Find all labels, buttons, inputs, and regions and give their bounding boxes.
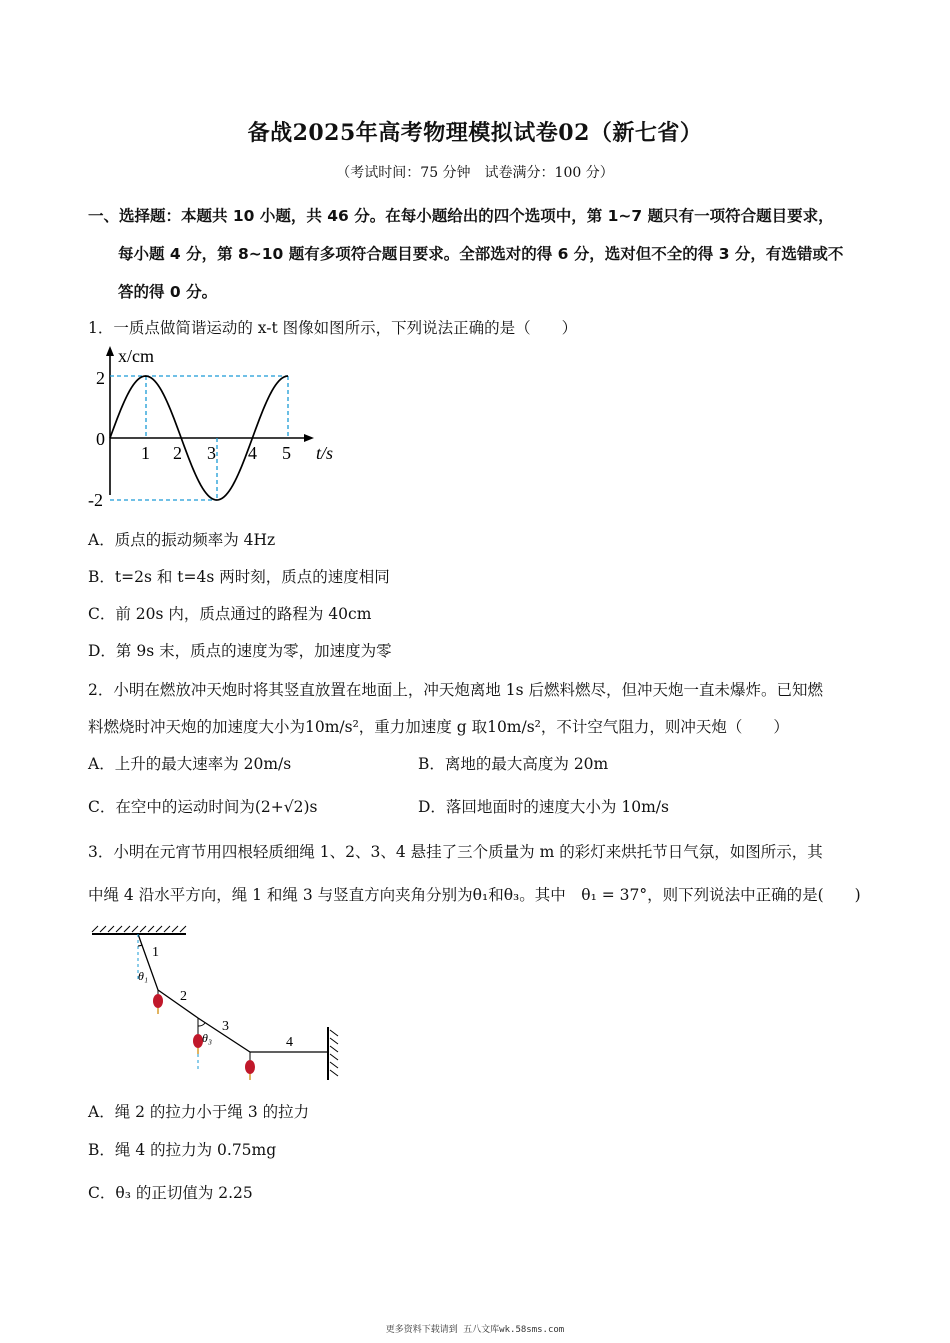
q2-stem-line1: 2．小明在燃放冲天炮时将其竖直放置在地面上，冲天炮离地 1s 后燃料燃尽，但冲天炮一直未爆炸。已知燃	[88, 681, 824, 699]
lantern-1	[153, 990, 163, 1014]
q1-option-d: D．第 9s 末，质点的速度为零，加速度为零	[88, 642, 392, 660]
theta3-arc	[198, 1023, 205, 1026]
q1-option-c: C．前 20s 内，质点通过的路程为 40cm	[88, 605, 372, 623]
section-heading-line3: 答的得 0 分。	[118, 283, 218, 301]
q3-option-a: A．绳 2 的拉力小于绳 3 的拉力	[88, 1103, 310, 1121]
y-axis-label: x/cm	[118, 346, 154, 366]
y-tick-bottom: -2	[88, 490, 103, 510]
x-tick-4: 4	[248, 443, 257, 463]
x-tick-1: 1	[141, 443, 150, 463]
ropes	[138, 934, 328, 1052]
y-axis-arrow	[106, 346, 114, 356]
x-axis-arrow	[304, 434, 314, 442]
section-heading-line1: 一、选择题：本题共 10 小题，共 46 分。在每小题给出的四个选项中，第 1~7 题只有一项符合题目要求，	[88, 207, 834, 225]
q3-option-c: C．θ₃ 的正切值为 2.25	[88, 1184, 253, 1202]
y-tick-zero: 0	[96, 429, 105, 449]
section-heading-line2: 每小题 4 分，第 8~10 题有多项符合题目要求。全部选对的得 6 分，选对但不全的得 3 分，有选错或不	[118, 245, 844, 263]
q3-stem-line1: 3．小明在元宵节用四根轻质细绳 1、2、3、4 悬挂了三个质量为 m 的彩灯来烘托节日气氛，如图所示，其	[88, 843, 823, 861]
x-axis-label: t/s	[316, 443, 334, 463]
q1-stem: 1．一质点做简谐运动的 x-t 图像如图所示，下列说法正确的是（ ）	[88, 319, 578, 337]
exam-info: （考试时间：75 分钟 试卷满分：100 分）	[336, 165, 614, 181]
q2-option-d: D．落回地面时的速度大小为 10m/s	[418, 798, 669, 816]
y-tick-top: 2	[96, 368, 105, 388]
q2-option-b: B．离地的最大高度为 20m	[418, 755, 609, 773]
lantern-3	[245, 1052, 255, 1080]
x-tick-5: 5	[282, 443, 291, 463]
q3-stem-line2: 中绳 4 沿水平方向，绳 1 和绳 3 与竖直方向夹角分别为θ₁和θ₃。其中 θ₁ = 37°，则下列说法中正确的是( )	[88, 886, 861, 904]
q3-option-b: B．绳 4 的拉力为 0.75mg	[88, 1141, 277, 1159]
q3-lantern-figure	[86, 922, 356, 1087]
q2-option-c: C．在空中的运动时间为(2+√2)s	[88, 798, 318, 816]
ceiling	[92, 926, 186, 934]
page-footer: 更多资料下载请到 五八文库wk.58sms.com	[385, 1325, 565, 1335]
q2-stem-line2: 料燃烧时冲天炮的加速度大小为10m/s²，重力加速度 g 取10m/s²，不计空气阻力，则冲天炮（ ）	[88, 718, 789, 736]
theta1-arc	[138, 945, 142, 946]
vertical-references	[138, 934, 198, 1070]
rope-label-3: 3	[222, 1019, 229, 1034]
rope-label-2: 2	[180, 989, 187, 1004]
rope-label-1: 1	[152, 945, 159, 960]
page-title: 备战2025年高考物理模拟试卷02（新七省）	[247, 120, 703, 146]
theta1-label: θ₁	[138, 969, 149, 983]
q1-option-a: A．质点的振动频率为 4Hz	[88, 531, 276, 549]
x-tick-2: 2	[173, 443, 182, 463]
wall	[328, 1027, 338, 1080]
q1-xt-graph	[86, 342, 346, 512]
rope-label-4: 4	[286, 1035, 293, 1050]
theta3-label: θ₃	[202, 1031, 213, 1045]
q1-option-b: B．t=2s 和 t=4s 两时刻，质点的速度相同	[88, 568, 390, 586]
x-tick-3: 3	[207, 443, 216, 463]
q2-option-a: A．上升的最大速率为 20m/s	[88, 755, 292, 773]
